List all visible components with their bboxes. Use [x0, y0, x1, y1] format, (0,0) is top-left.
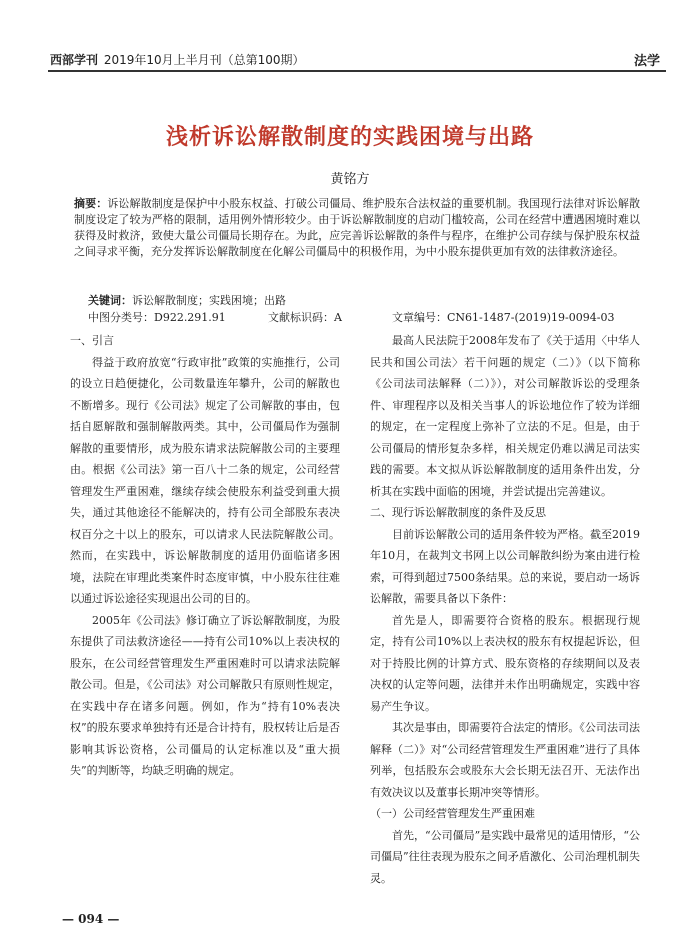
keywords-label: 关键词： — [88, 294, 132, 307]
issue-info: 2019年10月上半月刊（总第100期） — [103, 53, 305, 67]
keywords-text: 诉讼解散制度；实践困境；出路 — [132, 294, 286, 307]
article-author: 黄铭方 — [330, 172, 370, 187]
section-heading-intro: 一、引言 — [70, 334, 114, 347]
page-header — [48, 46, 666, 72]
journal-name: 西部学刊 — [50, 53, 99, 67]
paragraph: 最高人民法院于2008年发布了《关于适用〈中华人民共和国公司法〉若干问题的规定（二）》（以下简称《公司法司法解释（二）》），对公司解散诉讼的受理条件、审理程序以及相关当事人的诉讼地位作了较为详细的规定，在一定程度上弥补了立法的不足。但是，由于公司僵局的情形复杂多样，相关规定仍难以满足司法实践的需要。本文拟从诉讼解散制度的适用条件出发，分析其在实践中面临的困境，并尝试提出完善建议。 — [370, 334, 640, 498]
abstract — [74, 196, 640, 260]
abstract-text: 诉讼解散制度是保护中小股东权益、打破公司僵局、维护股东合法权益的重要机制。我国现行法律对诉讼解散制度设定了较为严格的限制，适用例外情形较少。由于诉讼解散制度的启动门槛较高，公司在经营中遭遇困境时难以获得及时救济，致使大量公司僵局长期存在。为此，应完善诉讼解散的条件与程序，在维护公司存续与保护股东权益之间寻求平衡，充分发挥诉讼解散制度在化解公司僵局中的积极作用，为中小股东提供更加有效的法律救济途径。 — [74, 197, 641, 258]
article-number: 文章编号：CN61-1487-(2019)19-0094-03 — [392, 311, 615, 324]
journal-line — [50, 51, 305, 68]
section-label: 法学 — [633, 54, 660, 69]
paragraph: 其次是事由，即需要符合法定的情形。《公司法司法解释（二）》对“公司经营管理发生严重困难”进行了具体列举，包括股东会或股东大会长期无法召开、无法作出有效决议以及董事长期冲突等情形。 — [370, 721, 640, 799]
paragraph: 得益于政府放宽“行政审批”政策的实施推行，公司的设立日趋便捷化，公司数量连年攀升，公司的解散也不断增多。现行《公司法》规定了公司解散的事由，包括自愿解散和强制解散两类。其中，公司僵局作为强制解散的重要情形，成为股东请求法院解散公司的主要理由。根据《公司法》第一百八十二条的规定，公司经营管理发生严重困难，继续存续会使股东利益受到重大损失，通过其他途径不能解决的，持有公司全部股东表决权百分之十以上的股东，可以请求人民法院解散公司。然而，在实践中，诉讼解散制度的适用仍面临诸多困境，法院在审理此类案件时态度审慎，中小股东往往难以通过诉讼途径实现退出公司的目的。 — [70, 355, 340, 605]
left-column — [70, 330, 340, 782]
paragraph: 首先是人，即需要符合资格的股东。根据现行规定，持有公司10%以上表决权的股东有权提起诉讼，但对于持股比例的计算方式、股东资格的存续期间以及表决权的认定等问题，法律并未作出明确规定，实践中容易产生争议。 — [370, 613, 640, 713]
doc-code: 文献标识码：A — [268, 311, 342, 324]
paragraph: 2005年《公司法》修订确立了诉讼解散制度，为股东提供了司法救济途径——持有公司10%以上表决权的股东，在公司经营管理发生严重困难时可以请求法院解散公司。但是，《公司法》对公司解散只有原则性规定，在实践中存在诸多问题。例如，作为“持有10%表决权”的股东要求单独持有还是合计持有，股权转让后是否影响其诉讼资格，公司僵局的认定标准以及“重大损失”的判断等，均缺乏明确的规定。 — [70, 613, 340, 777]
paragraph: 首先，“公司僵局”是实践中最常见的适用情形，“公司僵局”往往表现为股东之间矛盾激化、公司治理机制失灵。 — [370, 828, 640, 885]
section-heading-conditions: 二、现行诉讼解散制度的条件及反思 — [370, 506, 546, 519]
article-title: 浅析诉讼解散制度的实践困境与出路 — [165, 124, 534, 150]
abstract-label: 摘要： — [74, 197, 108, 210]
clc-number: 中图分类号：D922.291.91 — [88, 311, 226, 324]
subheading: （一）公司经营管理发生严重困难 — [370, 807, 535, 820]
keywords — [88, 292, 286, 308]
page-number: — 094 — — [62, 912, 120, 926]
right-column — [370, 330, 640, 889]
paragraph: 目前诉讼解散公司的适用条件较为严格。截至2019年10月，在裁判文书网上以公司解散纠纷为案由进行检索，可得到超过7500条结果。总的来说，要启动一场诉讼解散，需要具备以下条件： — [370, 527, 640, 605]
